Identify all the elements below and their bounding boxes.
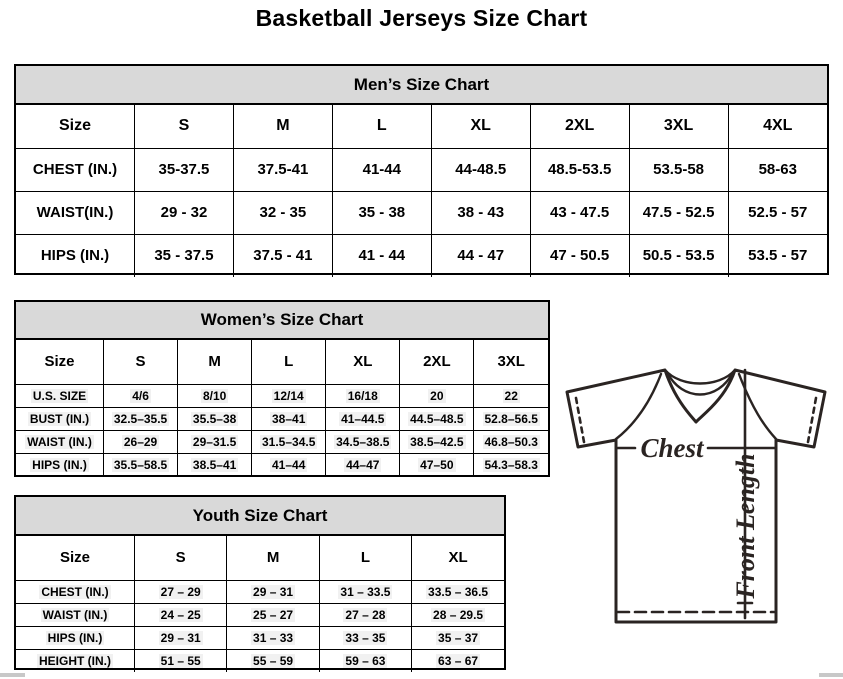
table-cell — [319, 580, 411, 603]
table-cell — [178, 407, 252, 430]
column-header — [400, 340, 474, 384]
table-cell — [400, 384, 474, 407]
cell-text: 44-48.5 — [455, 161, 507, 178]
table-cell — [135, 191, 234, 234]
table-cell — [104, 453, 178, 476]
row-label-text: HIPS (IN.) — [40, 247, 110, 265]
table-row — [16, 453, 548, 476]
table-cell — [412, 580, 504, 603]
table-cell — [728, 148, 827, 191]
header-text: M — [266, 549, 280, 567]
header-text: Size — [59, 549, 90, 567]
cell-text: 41-44 — [362, 161, 401, 178]
table-cell — [530, 191, 629, 234]
cell-text: 51 – 55 — [160, 653, 201, 668]
cell-text: 26–29 — [123, 434, 158, 449]
row-label-text: WAIST (IN.) — [42, 607, 108, 622]
cell-text: 37.5 - 41 — [253, 247, 313, 265]
table-cell — [474, 384, 548, 407]
table-cell — [104, 407, 178, 430]
cell-text: 35 - 37.5 — [154, 247, 214, 265]
cell-text: 38.5–41 — [192, 457, 237, 472]
header-text: 2XL — [423, 353, 451, 371]
table-cell — [104, 384, 178, 407]
table-row — [16, 384, 548, 407]
table-cell — [412, 626, 504, 649]
header-text: XL — [448, 549, 468, 567]
cell-text: 38.5–42.5 — [410, 434, 464, 449]
row-label-header — [16, 340, 104, 384]
column-header — [252, 340, 326, 384]
table-cell — [135, 649, 227, 672]
cell-text: 31 – 33.5 — [340, 584, 391, 599]
table-cell — [530, 148, 629, 191]
cell-text: 47–50 — [420, 457, 454, 472]
table-cell — [629, 191, 728, 234]
table-cell — [178, 384, 252, 407]
cell-text: 35.5–38 — [192, 411, 237, 426]
table-cell — [252, 430, 326, 453]
cell-text: 58-63 — [758, 161, 797, 178]
header-text: Size — [58, 117, 91, 135]
row-label-text: BUST (IN.) — [29, 411, 90, 426]
cell-text: 44 - 47 — [457, 247, 505, 265]
table-cell — [530, 234, 629, 277]
header-row — [16, 536, 504, 580]
table-cell — [412, 649, 504, 672]
cell-text: 52.8–56.5 — [484, 411, 538, 426]
row-label-text: WAIST (IN.) — [27, 434, 92, 449]
cell-text: 22 — [504, 388, 518, 403]
table-cell — [135, 626, 227, 649]
cell-text: 35-37.5 — [158, 161, 210, 178]
womens-size-chart — [14, 300, 550, 477]
table-row — [16, 626, 504, 649]
table-cell — [332, 234, 431, 277]
table-cell — [400, 430, 474, 453]
table-row — [16, 430, 548, 453]
table-cell — [400, 407, 474, 430]
row-label — [16, 649, 135, 672]
row-label-text: HEIGHT (IN.) — [39, 653, 111, 668]
table-cell — [629, 148, 728, 191]
table-cell — [233, 148, 332, 191]
table-row — [16, 407, 548, 430]
table-cell — [431, 148, 530, 191]
row-label-text: U.S. SIZE — [32, 388, 87, 403]
cell-text: 24 – 25 — [160, 607, 201, 622]
row-label-header — [16, 536, 135, 580]
scrollbar-fragment-left[interactable] — [0, 673, 25, 677]
row-label — [16, 580, 135, 603]
table-cell — [332, 148, 431, 191]
column-header — [431, 105, 530, 148]
header-text: S — [175, 549, 186, 567]
cell-text: 47.5 - 52.5 — [642, 204, 715, 221]
youth-size-table — [16, 536, 504, 672]
header-text: S — [178, 117, 190, 135]
table-row — [16, 148, 827, 191]
header-text: 2XL — [564, 117, 595, 135]
cell-text: 31 – 33 — [253, 630, 294, 645]
table-cell — [135, 580, 227, 603]
column-header — [135, 536, 227, 580]
jersey-measurement-diagram — [555, 358, 843, 630]
table-cell — [135, 148, 234, 191]
cell-text: 33 – 35 — [345, 630, 386, 645]
cell-text: 8/10 — [202, 388, 227, 403]
cell-text: 41–44 — [272, 457, 306, 472]
table-cell — [227, 649, 319, 672]
collar-arc-outer — [665, 370, 735, 384]
cell-text: 38 - 43 — [457, 204, 505, 221]
youth-size-chart-title: Youth Size Chart — [16, 497, 504, 536]
table-cell — [227, 626, 319, 649]
cell-text: 25 – 27 — [253, 607, 294, 622]
womens-size-table — [16, 340, 548, 476]
header-text: 3XL — [663, 117, 694, 135]
cell-text: 32.5–35.5 — [113, 411, 168, 426]
table-cell — [319, 603, 411, 626]
table-cell — [728, 234, 827, 277]
header-text: L — [360, 549, 371, 567]
cell-text: 53.5-58 — [653, 161, 704, 178]
row-label — [16, 384, 104, 407]
header-text: L — [284, 353, 294, 371]
table-cell — [252, 384, 326, 407]
row-label — [16, 234, 135, 277]
table-cell — [233, 234, 332, 277]
row-label — [16, 148, 135, 191]
cell-text: 35.5–58.5 — [113, 457, 168, 472]
cell-text: 31.5–34.5 — [262, 434, 316, 449]
header-text: XL — [470, 117, 491, 135]
jersey-outline — [567, 370, 825, 622]
table-cell — [326, 430, 400, 453]
table-cell — [474, 453, 548, 476]
row-label-text: HIPS (IN.) — [32, 457, 87, 472]
row-label — [16, 407, 104, 430]
cell-text: 38–41 — [272, 411, 306, 426]
cell-text: 33.5 – 36.5 — [428, 584, 489, 599]
column-header — [728, 105, 827, 148]
cell-text: 29 – 31 — [253, 584, 294, 599]
cell-text: 48.5-53.5 — [547, 161, 612, 178]
row-label-text: CHEST (IN.) — [32, 161, 118, 178]
column-header — [326, 340, 400, 384]
row-label-text: WAIST(IN.) — [36, 204, 114, 221]
column-header — [319, 536, 411, 580]
cell-text: 44–47 — [346, 457, 380, 472]
table-row — [16, 580, 504, 603]
cell-text: 37.5-41 — [257, 161, 309, 178]
table-cell — [728, 191, 827, 234]
table-cell — [252, 453, 326, 476]
youth-size-chart — [14, 495, 506, 670]
header-text: 3XL — [497, 353, 525, 371]
header-text: 4XL — [763, 117, 793, 135]
table-cell — [319, 626, 411, 649]
jersey-diagram-svg — [555, 358, 843, 630]
page-title: Basketball Jerseys Size Chart — [255, 5, 588, 31]
column-header — [629, 105, 728, 148]
table-cell — [135, 603, 227, 626]
mens-size-chart — [14, 64, 829, 275]
table-cell — [431, 191, 530, 234]
header-row — [16, 105, 827, 148]
cell-text: 46.8–50.3 — [484, 434, 538, 449]
header-text: S — [135, 353, 146, 371]
cell-text: 20 — [430, 388, 444, 403]
header-text: XL — [353, 353, 373, 371]
row-label — [16, 191, 135, 234]
mens-size-chart-title: Men’s Size Chart — [16, 66, 827, 105]
table-cell — [326, 453, 400, 476]
cell-text: 29–31.5 — [192, 434, 237, 449]
chest-label: Chest — [640, 433, 704, 463]
scrollbar-fragment-right[interactable] — [819, 673, 843, 677]
womens-size-chart-title: Women’s Size Chart — [16, 302, 548, 340]
table-cell — [227, 580, 319, 603]
table-cell — [326, 407, 400, 430]
table-cell — [319, 649, 411, 672]
cell-text: 44.5–48.5 — [410, 411, 464, 426]
column-header — [135, 105, 234, 148]
cell-text: 54.3–58.3 — [484, 457, 538, 472]
row-label — [16, 453, 104, 476]
table-cell — [629, 234, 728, 277]
column-header — [332, 105, 431, 148]
cell-text: 12/14 — [273, 388, 304, 403]
cell-text: 59 – 63 — [345, 653, 386, 668]
row-label — [16, 603, 135, 626]
header-row — [16, 340, 548, 384]
column-header — [412, 536, 504, 580]
left-sleeve-seam — [616, 374, 661, 439]
front-length-label: Front Length — [731, 453, 760, 599]
table-cell — [412, 603, 504, 626]
cell-text: 43 - 47.5 — [550, 204, 610, 221]
column-header — [474, 340, 548, 384]
table-cell — [135, 234, 234, 277]
table-cell — [431, 234, 530, 277]
table-row — [16, 603, 504, 626]
table-cell — [252, 407, 326, 430]
row-label-header — [16, 105, 135, 148]
cell-text: 16/18 — [347, 388, 378, 403]
table-row — [16, 649, 504, 672]
cell-text: 35 - 38 — [358, 204, 406, 221]
cell-text: 35 – 37 — [438, 630, 479, 645]
row-label — [16, 430, 104, 453]
table-cell — [233, 191, 332, 234]
cell-text: 4/6 — [132, 388, 149, 403]
cell-text: 32 - 35 — [259, 204, 307, 221]
table-cell — [400, 453, 474, 476]
cell-text: 29 - 32 — [160, 204, 208, 221]
cell-text: 41 - 44 — [358, 247, 406, 265]
column-header — [530, 105, 629, 148]
cell-text: 50.5 - 53.5 — [642, 247, 715, 265]
cell-text: 34.5–38.5 — [336, 434, 390, 449]
cell-text: 55 – 59 — [253, 653, 294, 668]
table-cell — [474, 430, 548, 453]
row-label — [16, 626, 135, 649]
table-cell — [178, 453, 252, 476]
table-cell — [332, 191, 431, 234]
cell-text: 27 – 28 — [345, 607, 386, 622]
row-label-text: CHEST (IN.) — [41, 584, 109, 599]
column-header — [233, 105, 332, 148]
table-cell — [326, 384, 400, 407]
column-header — [178, 340, 252, 384]
row-label-text: HIPS (IN.) — [47, 630, 103, 645]
cell-text: 28 – 29.5 — [433, 607, 484, 622]
table-row — [16, 191, 827, 234]
cell-text: 47 - 50.5 — [550, 247, 610, 265]
table-row — [16, 234, 827, 277]
column-header — [227, 536, 319, 580]
cell-text: 41–44.5 — [341, 411, 385, 426]
cell-text: 53.5 - 57 — [748, 247, 808, 265]
header-text: M — [276, 117, 290, 135]
cell-text: 27 – 29 — [160, 584, 201, 599]
table-cell — [178, 430, 252, 453]
header-text: Size — [44, 353, 75, 371]
table-cell — [474, 407, 548, 430]
cell-text: 29 – 31 — [160, 630, 201, 645]
cell-text: 52.5 - 57 — [748, 204, 808, 221]
table-cell — [227, 603, 319, 626]
cell-text: 63 – 67 — [438, 653, 479, 668]
mens-size-table — [16, 105, 827, 277]
header-text: M — [208, 353, 221, 371]
header-text: L — [376, 117, 387, 135]
column-header — [104, 340, 178, 384]
table-cell — [104, 430, 178, 453]
